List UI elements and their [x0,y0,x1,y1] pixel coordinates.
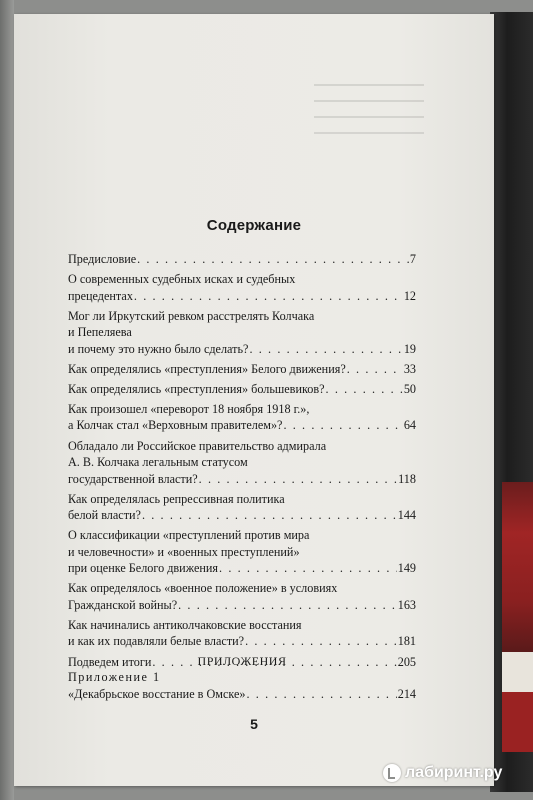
labirint-logo-icon [383,764,401,782]
toc-entry-page: 118 [398,471,416,486]
toc-entry-line: Мог ли Иркутский ревком расстрелять Колчака [68,308,315,323]
appendix-entry[interactable] [68,686,416,703]
toc-entry-line: А. В. Колчака легальным статусом [68,455,248,470]
toc-title: Содержание [206,217,302,234]
book-page [14,14,494,786]
leader-dots [347,361,403,378]
leader-dots [247,686,397,703]
toc-entry-line: Как определялось «военное положение» в условиях [68,581,338,596]
toc-entry-line: и Пепеляева [68,325,132,340]
toc-entry-line: Как определялись «преступления» Белого движения? [68,361,346,376]
toc-entry[interactable] [68,251,416,268]
toc-entry-line: Обладало ли Российское правительство адмирала [68,438,327,453]
toc-entry-line: прецедентах [68,288,133,303]
toc-entry-line: белой власти? [68,508,141,523]
toc-entry-line: Гражданской войны? [68,597,178,612]
toc-entry-line: Как начинались антиколчаковские восстания [68,617,302,632]
leader-dots [283,417,402,434]
toc-entry-page: 7 [409,252,416,266]
toc-entry[interactable] [68,527,416,577]
leader-dots [219,560,397,577]
background-shade [0,0,14,800]
toc-entry-page: 33 [403,361,416,376]
toc-entry[interactable] [68,491,416,524]
toc-entry-line: Подведем итоги [68,654,152,669]
toc-entry-line: и как их подавляли белые власти? [68,634,245,649]
toc-entry-line: и человечности» и «военных преступлений» [68,544,300,559]
toc-entry-page: 64 [403,418,416,433]
book-edge-red-band-lower [502,692,533,752]
toc-entry[interactable] [68,401,416,434]
toc-entry[interactable] [68,381,416,398]
toc-entry-line: Как произошел «переворот 18 ноября 1918 г.», [68,401,310,416]
toc-entry-line: Как определялись «преступления» большевиков? [68,381,325,396]
table-of-contents [68,251,416,674]
toc-entry-page: 19 [403,341,416,356]
toc-entry[interactable] [68,271,416,304]
toc-entry[interactable] [68,308,416,358]
appendix-heading: ПРИЛОЖЕНИЯ [197,654,287,668]
leader-dots [326,381,403,398]
toc-entry-page: 144 [397,508,416,523]
page-number: 5 [250,716,258,732]
leader-dots [134,288,403,305]
toc-entry-line: и почему это нужно было сделать? [68,341,249,356]
leader-dots [245,633,397,650]
toc-entry[interactable] [68,617,416,650]
toc-entry[interactable] [68,361,416,378]
show-through-text [314,84,424,144]
leader-dots [137,251,409,268]
appendix-subheading: Приложение 1 [68,670,161,684]
leader-dots [142,507,397,524]
watermark-text: лабиринт.ру [405,764,503,781]
toc-entry[interactable] [68,438,416,488]
toc-entry-page: 12 [403,288,416,303]
book-edge-red-band [502,482,533,652]
toc-entry-line: О классификации «преступлений против мира [68,528,310,543]
leader-dots [199,471,397,488]
toc-entry[interactable] [68,580,416,613]
appendix-entry-page: 214 [397,687,416,701]
toc-entry-line: а Колчак стал «Верховным правителем»? [68,418,283,433]
toc-entry-line: при оценке Белого движения [68,561,219,576]
leader-dots [178,597,397,614]
toc-entry-page: 149 [397,561,416,576]
toc-entry-page: 205 [397,654,416,669]
toc-entry-page: 181 [397,634,416,649]
leader-dots [249,341,402,358]
toc-entry-line: государственной власти? [68,471,198,486]
toc-entry-line: О современных судебных исках и судебных [68,272,296,287]
toc-entry-page: 163 [397,597,416,612]
book-edge-white-band [502,652,533,692]
watermark [383,764,502,782]
book-edge [490,12,533,792]
toc-entry-page: 50 [403,381,416,396]
toc-entry-line: Предисловие [68,252,137,266]
toc-entry-line: Как определялась репрессивная политика [68,491,285,506]
appendix-entry-text: «Декабрьское восстание в Омске» [68,687,246,701]
